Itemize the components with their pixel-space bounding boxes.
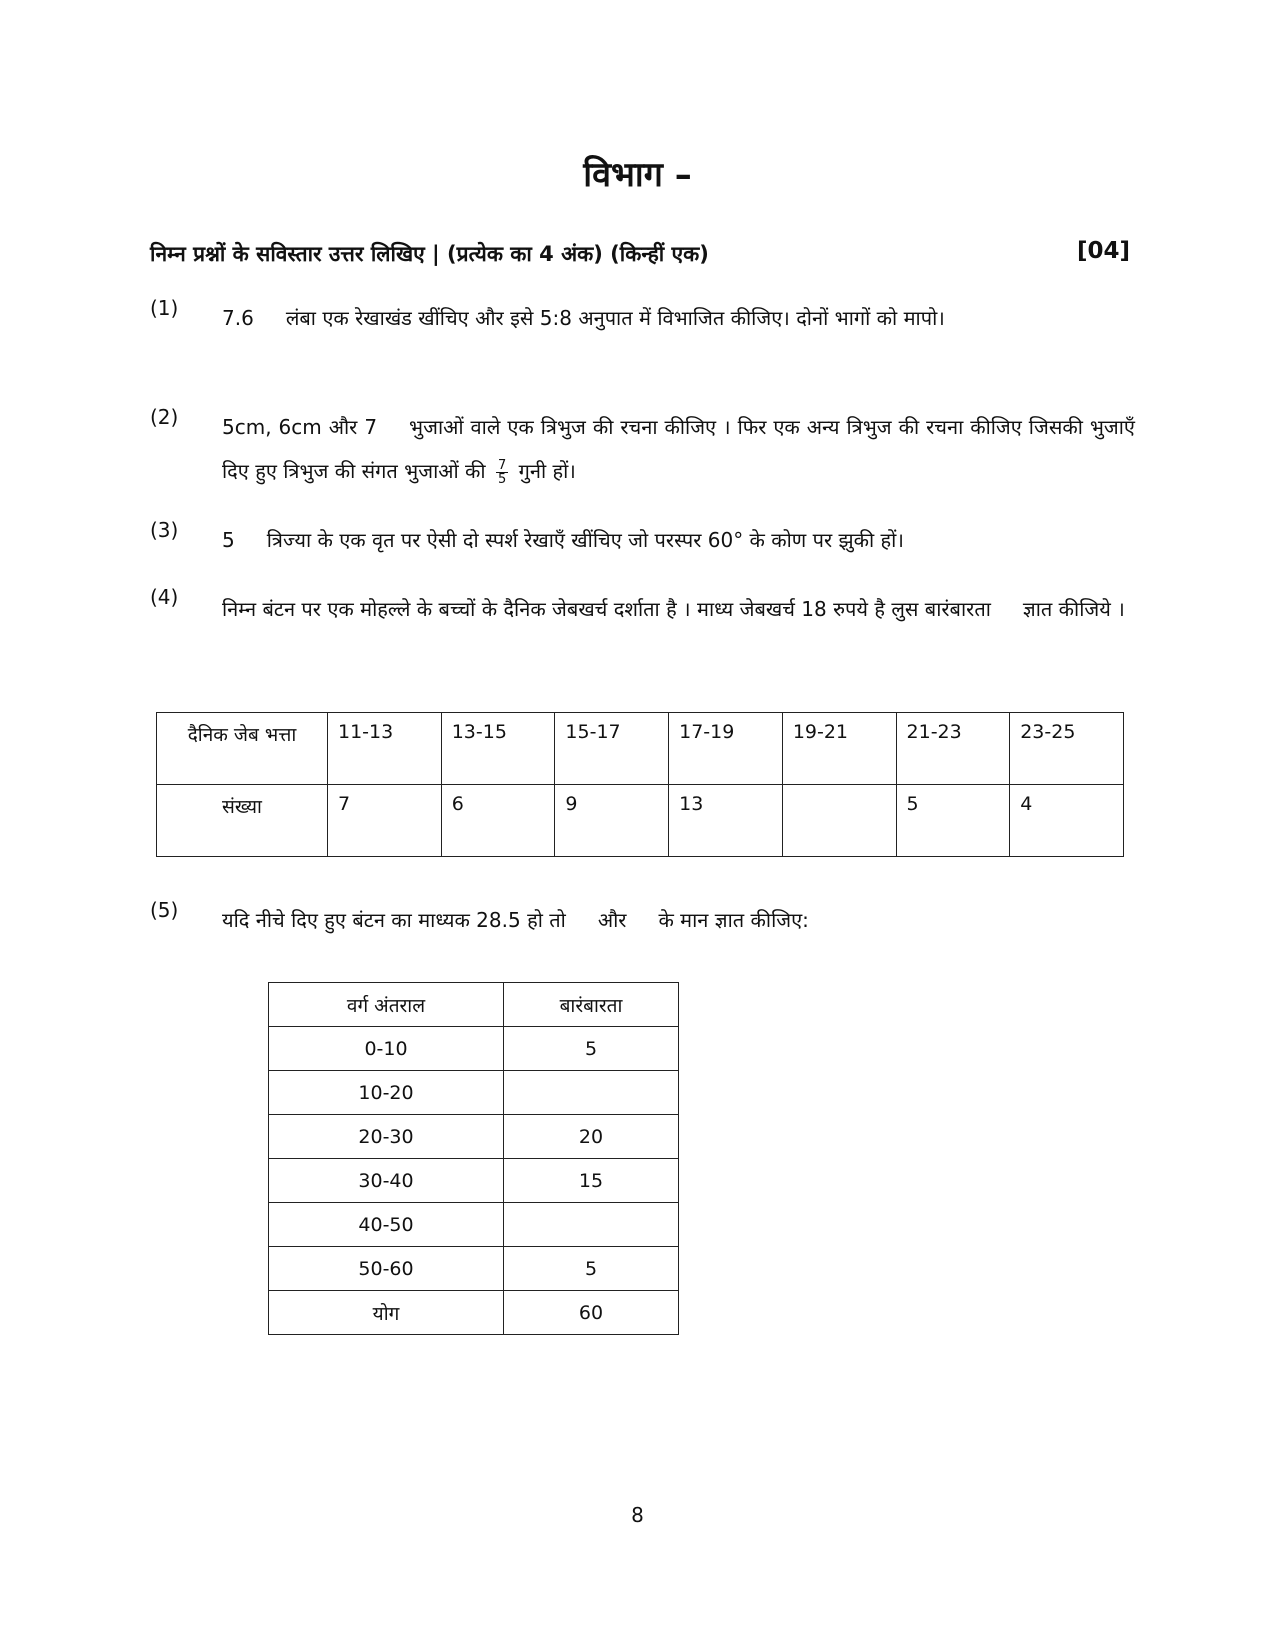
- table-header-cell: बारंबारता: [504, 983, 679, 1027]
- instruction-text: निम्न प्रश्नों के सविस्तार उत्तर लिखिए | (प्रत्येक का 4 अंक) (किन्हीं एक): [150, 242, 709, 266]
- table-cell: 19-21: [782, 713, 896, 785]
- question-4: [150, 585, 1135, 633]
- table-cell: 6: [441, 785, 555, 857]
- question-text: [222, 585, 1135, 633]
- table-cell: [504, 1071, 679, 1115]
- table-cell: दैनिक जेब भत्ता: [157, 713, 328, 785]
- question-number: (2): [150, 405, 179, 429]
- table-cell: संख्या: [157, 785, 328, 857]
- question-body-end: ज्ञात कीजिये ।: [1022, 597, 1125, 621]
- pocket-money-table: [156, 712, 1124, 857]
- question-body-end: के मान ज्ञात कीजिए:: [658, 908, 809, 932]
- table-cell: 21-23: [896, 713, 1010, 785]
- table-cell: योग: [269, 1291, 504, 1335]
- question-text: [222, 405, 1135, 493]
- table-cell: 10-20: [269, 1071, 504, 1115]
- table-row: [269, 1247, 679, 1291]
- table-cell: 4: [1010, 785, 1124, 857]
- marks-label: [04]: [1076, 238, 1130, 264]
- table-cell: 23-25: [1010, 713, 1124, 785]
- table-cell: 5: [504, 1247, 679, 1291]
- question-body-mid: और: [597, 908, 627, 932]
- question-body: भुजाओं वाले एक त्रिभुज की रचना कीजिए । फिर एक अन्य त्रिभुज की रचना कीजिए जिसकी भुजाएँ दिए हुए त्रिभुज की संगत भुजाओं की: [222, 415, 1135, 483]
- table-cell: 20-30: [269, 1115, 504, 1159]
- page-number: 8: [631, 1503, 644, 1527]
- question-body: त्रिज्या के एक वृत पर ऐसी दो स्पर्श रेखाएँ खींचिए जो परस्पर 60° के कोण पर झुकी हों।: [266, 528, 904, 552]
- question-number: (3): [150, 518, 179, 542]
- table-row: [269, 1071, 679, 1115]
- question-3: [150, 518, 1135, 562]
- table-cell: 50-60: [269, 1247, 504, 1291]
- table-cell: 0-10: [269, 1027, 504, 1071]
- table-cell: 20: [504, 1115, 679, 1159]
- question-5: [150, 898, 1135, 942]
- table-cell: 15-17: [555, 713, 669, 785]
- table-cell: 15: [504, 1159, 679, 1203]
- table-cell: [504, 1203, 679, 1247]
- table-cell: [782, 785, 896, 857]
- question-1: [150, 296, 1135, 340]
- table-row: [269, 1027, 679, 1071]
- question-lead: 5cm, 6cm और: [222, 415, 358, 439]
- question-number: (1): [150, 296, 179, 320]
- question-text: [222, 898, 1135, 942]
- table-header-row: [269, 983, 679, 1027]
- question-number: (4): [150, 585, 179, 609]
- table-cell: 11-13: [328, 713, 442, 785]
- question-value: 5: [222, 528, 235, 552]
- table-cell: 30-40: [269, 1159, 504, 1203]
- table-cell: 9: [555, 785, 669, 857]
- fraction-denominator: 5: [497, 472, 507, 487]
- table-header-cell: वर्ग अंतराल: [269, 983, 504, 1027]
- question-body: निम्न बंटन पर एक मोहल्ले के बच्चों के दैनिक जेबखर्च दर्शाता है । माध्य जेबखर्च 18 रुपये है लुस बारंबारता: [222, 597, 991, 621]
- question-value: 7.6: [222, 306, 254, 330]
- table-row: [269, 1159, 679, 1203]
- question-number: (5): [150, 898, 179, 922]
- table-cell: 5: [504, 1027, 679, 1071]
- question-body-end: गुनी हों।: [518, 459, 576, 483]
- table-row: [157, 785, 1124, 857]
- question-text: [222, 518, 1135, 562]
- question-2: [150, 405, 1135, 493]
- fraction: [496, 459, 508, 486]
- median-table: [268, 982, 679, 1335]
- table-row: [157, 713, 1124, 785]
- question-body: लंबा एक रेखाखंड खींचिए और इसे 5:8 अनुपात में विभाजित कीजिए। दोनों भागों को मापो।: [285, 306, 945, 330]
- question-value: 7: [364, 415, 378, 439]
- table-cell: 60: [504, 1291, 679, 1335]
- question-text: [222, 296, 1135, 340]
- question-body: यदि नीचे दिए हुए बंटन का माध्यक 28.5 हो तो: [222, 908, 566, 932]
- table-cell: 17-19: [669, 713, 783, 785]
- table-row: [269, 1115, 679, 1159]
- table-cell: 13: [669, 785, 783, 857]
- table-cell: 5: [896, 785, 1010, 857]
- table-row: [269, 1291, 679, 1335]
- fraction-numerator: 7: [497, 458, 507, 473]
- table-cell: 13-15: [441, 713, 555, 785]
- table-cell: 7: [328, 785, 442, 857]
- section-title: विभाग –: [583, 155, 692, 195]
- table-row: [269, 1203, 679, 1247]
- table-cell: 40-50: [269, 1203, 504, 1247]
